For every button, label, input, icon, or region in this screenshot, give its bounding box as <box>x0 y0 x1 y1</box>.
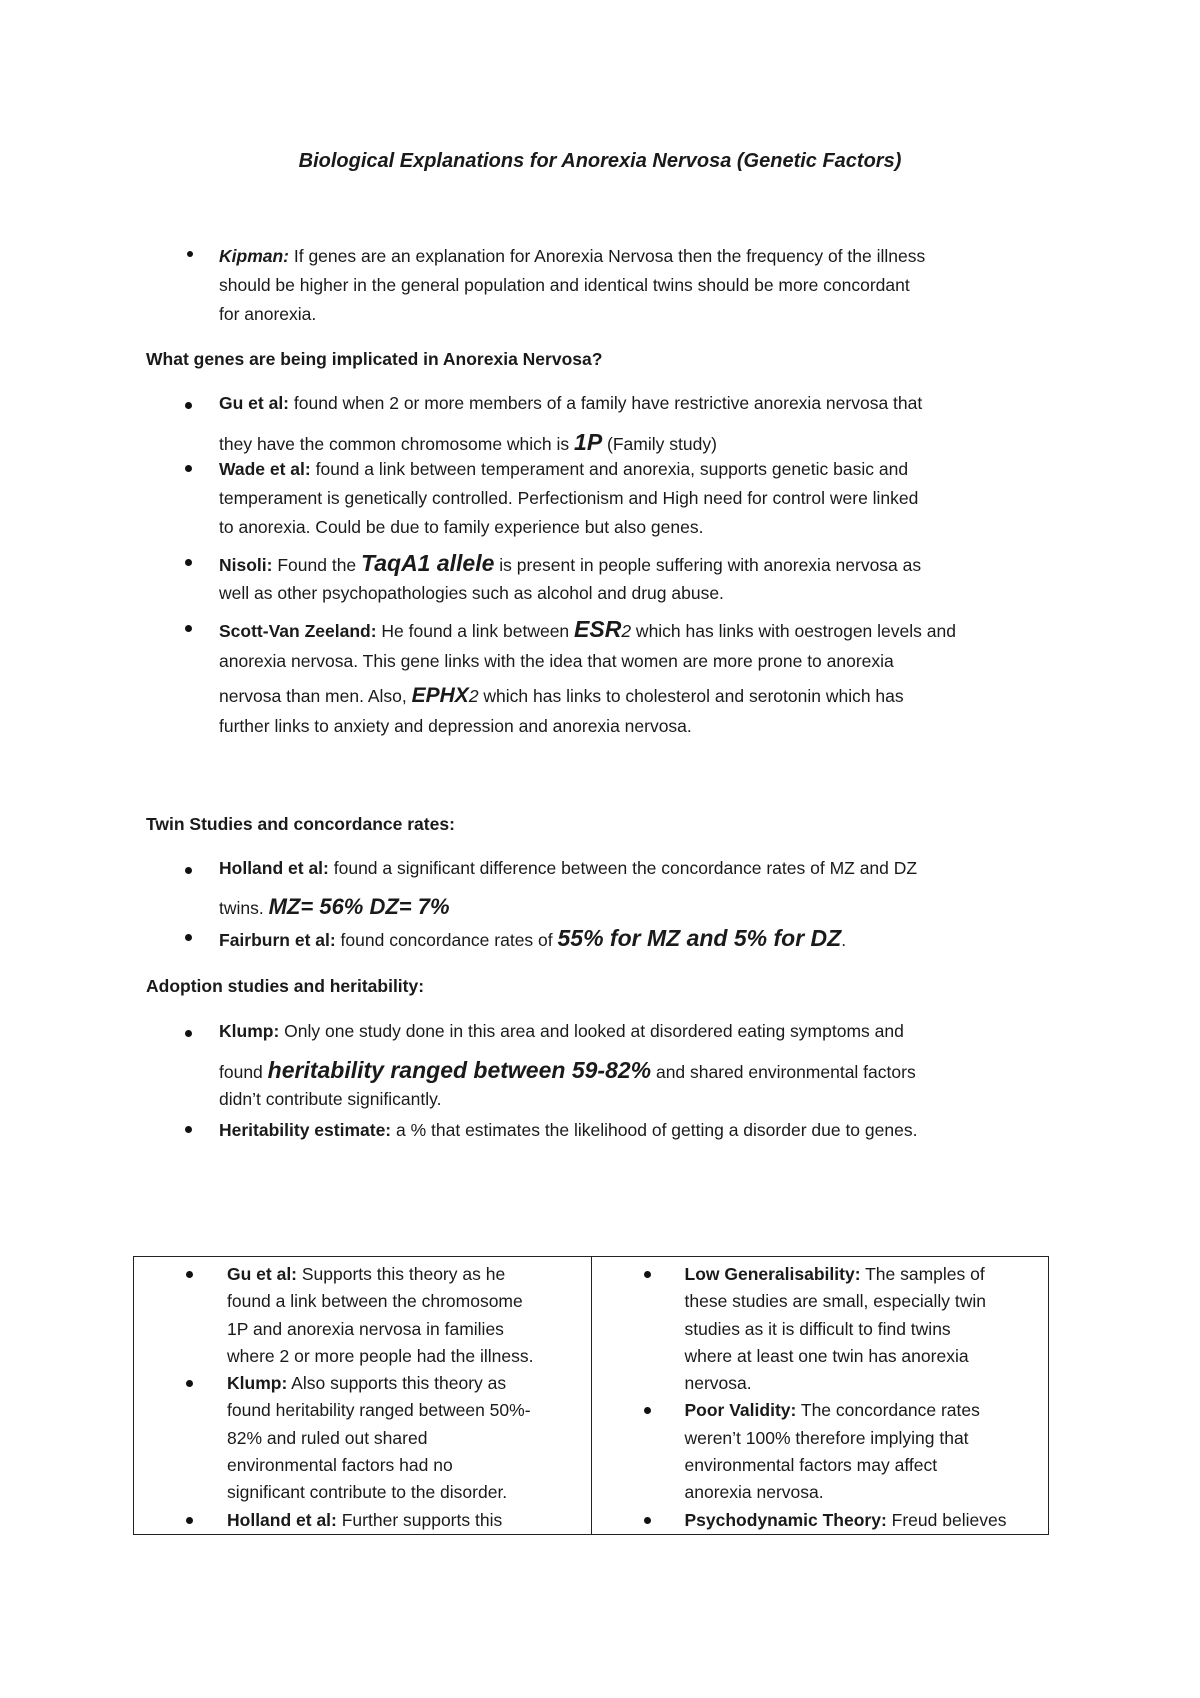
bullet-dot <box>644 1407 651 1414</box>
table-list-item: Poor Validity: The concordance rates weren’t 100% therefore implying that environmental factors may affect anorexia nervosa. <box>592 1397 1049 1506</box>
list-item-wade: Wade et al: found a link between temperament and anorexia, supports genetic basic and temperament is genetically controlled. Perfectionism and High need for control were linked to anorexia. Could be due to family experience but also genes. <box>219 459 919 537</box>
bullet-dot <box>185 625 192 632</box>
section-heading-genes: What genes are being implicated in Anorexia Nervosa? <box>146 349 603 369</box>
item-label: Kipman: <box>219 246 289 266</box>
section-heading-adoption: Adoption studies and heritability: <box>146 976 425 996</box>
table-list-item: Gu et al: Supports this theory as he found a link between the chromosome 1P and anorexia nervosa in families where 2 or more people had the illness. <box>134 1261 591 1370</box>
bullet-dot <box>185 465 192 472</box>
bullet-dot <box>185 402 192 409</box>
weaknesses-cell <box>591 1257 1049 1535</box>
page-title: Biological Explanations for Anorexia Nervosa (Genetic Factors) <box>298 150 902 172</box>
list-item-heritability: Heritability estimate: a % that estimates the likelihood of getting a disorder due to genes. <box>219 1120 918 1140</box>
section-heading-twins: Twin Studies and concordance rates: <box>146 814 455 834</box>
bullet-dot <box>644 1271 651 1278</box>
table-list-item: Low Generalisability: The samples of these studies are small, especially twin studies as it is difficult to find twins where at least one twin has anorexia nervosa. <box>592 1261 1049 1397</box>
list-item-nisoli: Nisoli: Found the TaqA1 allele is present in people suffering with anorexia nervosa as well as other psychopathologies such as alcohol and drug abuse. <box>219 550 922 603</box>
bullet-dot <box>185 934 192 941</box>
bullet-dot <box>185 867 192 874</box>
table-list-item: Klump: Also supports this theory as found heritability ranged between 50%- 82% and ruled out shared environmental factors had no significant contribute to the disorder. <box>134 1370 591 1506</box>
bullet-dot <box>186 1517 193 1524</box>
bullet-dot <box>186 1380 193 1387</box>
bullet-dot <box>185 1126 192 1133</box>
strengths-cell <box>134 1257 592 1535</box>
list-item-fairburn: Fairburn et al: found concordance rates of 55% for MZ and 5% for DZ. <box>219 925 847 951</box>
table-list-item: Psychodynamic Theory: Freud believes <box>592 1507 1049 1534</box>
bullet-dot <box>187 251 193 257</box>
evaluation-table <box>133 1256 1049 1535</box>
bullet-dot <box>185 559 192 566</box>
list-item-scott: Scott-Van Zeeland: He found a link between ESR2 which has links with oestrogen levels and anorexia nervosa. This gene links with the idea that women are more prone to anorexia nervosa than men. Also, EPHX2 which has links to cholesterol and serotonin which has further links to anxiety and depression and anorexia nervosa. <box>219 616 956 736</box>
bullet-dot <box>185 1030 192 1037</box>
list-item: Kipman: If genes are an explanation for Anorexia Nervosa then the frequency of the illness should be higher in the general population and identical twins should be more concordant for anorexia. <box>219 246 926 324</box>
bullet-dot <box>186 1271 193 1278</box>
list-item-holland: Holland et al: found a significant difference between the concordance rates of MZ and DZ twins. MZ= 56% DZ= 7% <box>219 858 918 919</box>
table-list-item: Holland et al: Further supports this <box>134 1507 591 1534</box>
list-item-klump: Klump: Only one study done in this area and looked at disordered eating symptoms and found heritability ranged between 59-82% and shared environmental factors didn’t contribute significantly. <box>219 1021 916 1109</box>
bullet-dot <box>644 1517 651 1524</box>
list-item-gu: Gu et al: found when 2 or more members of a family have restrictive anorexia nervosa that they have the common chromosome which is 1P (Family study) <box>219 393 923 455</box>
